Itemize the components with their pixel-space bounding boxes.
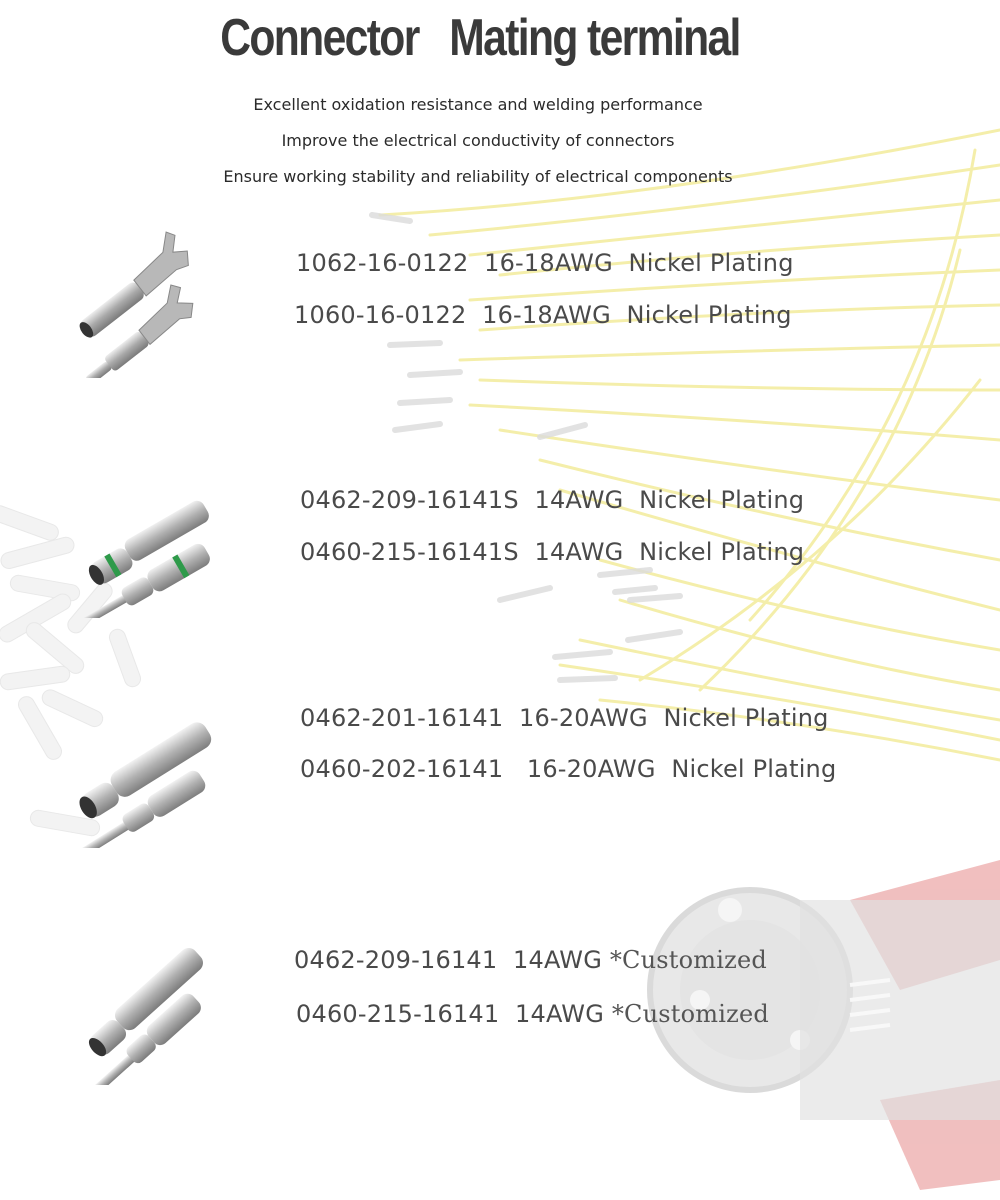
product-spec-line xyxy=(300,486,804,514)
wire-gauge: 16-18AWG xyxy=(482,301,611,329)
part-number: 0462-209-16141 xyxy=(294,946,498,974)
wire-gauge: 16-18AWG xyxy=(484,249,613,277)
product-spec-line xyxy=(296,249,794,277)
wire-gauge: 16-20AWG xyxy=(519,704,648,732)
wire-gauge: 14AWG xyxy=(534,486,624,514)
finish: Nickel Plating xyxy=(639,486,805,514)
finish: Nickel Plating xyxy=(639,538,805,566)
part-number: 0460-202-16141 xyxy=(300,755,512,783)
product-image xyxy=(70,228,230,378)
finish: *Customized xyxy=(611,1000,769,1028)
tagline-list xyxy=(0,92,956,200)
yellow-wire-bundle-icon xyxy=(380,130,1000,760)
machined-terminal-pair-icon xyxy=(65,698,225,848)
part-number: 1062-16-0122 xyxy=(296,249,469,277)
machined-terminal-pair-icon xyxy=(68,935,218,1085)
finish: *Customized xyxy=(609,946,767,974)
finish: Nickel Plating xyxy=(626,301,792,329)
product-spec-line xyxy=(294,946,767,974)
product-spec-line xyxy=(300,538,804,566)
finish: Nickel Plating xyxy=(663,704,829,732)
part-number: 0460-215-16141 xyxy=(296,1000,500,1028)
part-number: 1060-16-0122 xyxy=(294,301,467,329)
product-spec-line xyxy=(300,704,829,732)
product-image xyxy=(68,935,218,1085)
product-spec-line xyxy=(294,301,792,329)
part-number: 0462-201-16141 xyxy=(300,704,504,732)
finish: Nickel Plating xyxy=(671,755,837,783)
loose-terminal-pins-icon xyxy=(372,215,680,680)
stamped-terminal-pair-icon xyxy=(70,228,230,378)
product-image xyxy=(70,488,230,618)
product-spec-line xyxy=(296,1000,769,1028)
wire-gauge: 16-20AWG xyxy=(526,755,656,783)
wire-gauge: 14AWG xyxy=(513,946,603,974)
product-spec-line xyxy=(300,755,836,783)
page-title: Connector Mating terminal xyxy=(220,9,740,67)
tagline: Excellent oxidation resistance and welding performance xyxy=(253,95,703,114)
part-number: 0460-215-16141S xyxy=(300,538,519,566)
green-band-terminal-pair-icon xyxy=(70,488,230,618)
wire-gauge: 14AWG xyxy=(534,538,624,566)
wire-gauge: 14AWG xyxy=(515,1000,605,1028)
part-number: 0462-209-16141S xyxy=(300,486,519,514)
finish: Nickel Plating xyxy=(628,249,794,277)
tagline: Improve the electrical conductivity of connectors xyxy=(281,131,675,150)
tagline: Ensure working stability and reliability of electrical components xyxy=(223,167,733,186)
product-image xyxy=(65,698,225,848)
